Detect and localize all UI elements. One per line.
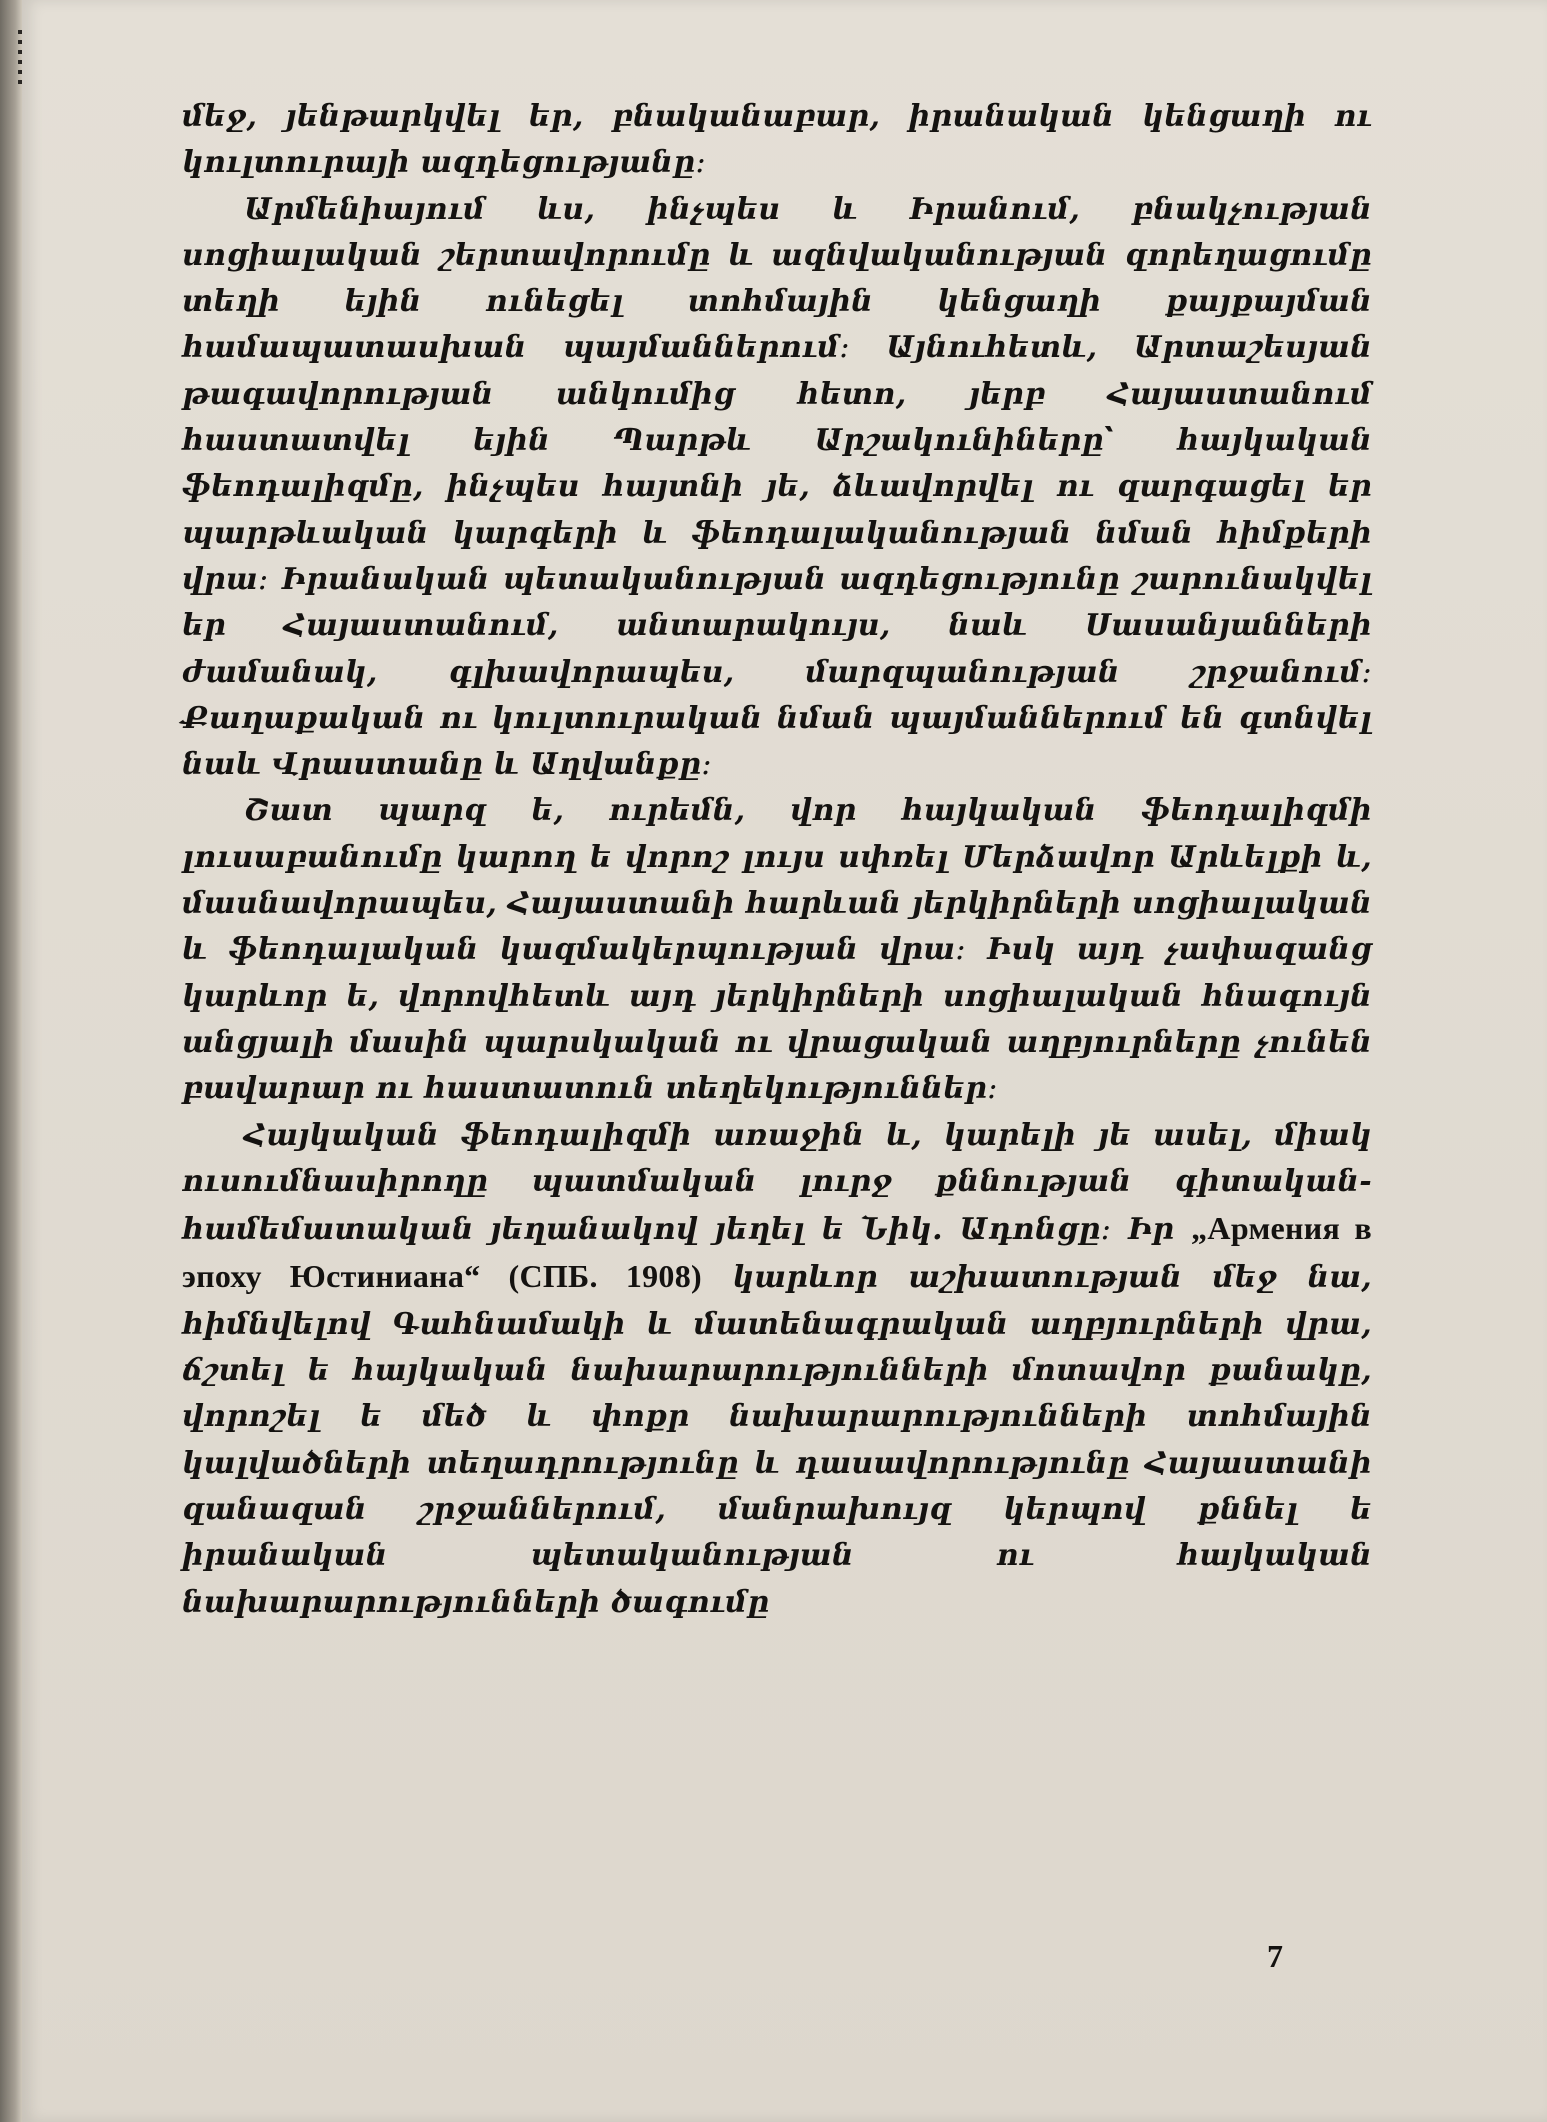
paragraph-3: Շատ պարզ ե, ուրեմն, վոր հայկական ֆեոդալիզմի լուսաբանումը կարող ե վորոշ լույս սփռել Մերձավոր Արևելքի և, մասնավորապես, Հայաստանի հարևան յերկիրների սոցիալական և ֆեոդալական կազմակերպության վրա։ Իսկ այդ չափազանց կարևոր ե, վորովհետև այդ յերկիրների սոցիալական հնագույն անցյալի մասին պարսկական ու վրացական աղբյուրները չունեն բավարար ու հաստատուն տեղեկություններ։: [182, 793, 1372, 1107]
page-number: 7: [1267, 1938, 1283, 1974]
russian-book-citation: „Армения в эпоху Юстиниана“ (СПБ. 1908): [182, 1210, 1372, 1295]
paragraph-4-start: Հայկական ֆեոդալիզմի առաջին և, կարելի յե ասել, միակ ուսումնասիրողը պատմական լուրջ քննության գիտական-համեմատական յեղանակով յեղել ե Նիկ. Ադոնցը։ Իր: [182, 1117, 1372, 1248]
paragraph-2: Արմենիայում ևս, ինչպես և Իրանում, բնակչության սոցիալական շերտավորումը և ազնվականության զորեղացումը տեղի եյին ունեցել տոհմային կենցաղի քայքայման համապատասխան պայմաններում։ Այնուհետև, Արտաշեսյան թագավորության անկումից հետո, յերբ Հայաստանում հաստատվել եյին Պարթև Արշակունիները՝ հայկական ֆեոդալիզմը, ինչպես հայտնի յե, ձևավորվել ու զարգացել եր պարթևական կարգերի և ֆեոդալականության նման հիմքերի վրա։ Իրանական պետականության ազդեցությունը շարունակվել եր Հայաստանում, անտարակույս, նաև Սասանյանների ժամանակ, գլխավորապես, մարզպանության շրջանում։ Քաղաքական ու կուլտուրական նման պայմաններում են գտնվել նաև Վրաստանը և Աղվանքը։: [182, 191, 1372, 783]
paragraph-4: [182, 1113, 1372, 1626]
book-binding: [0, 0, 22, 2122]
paragraph-1: մեջ, յենթարկվել եր, բնականաբար, իրանական կենցաղի ու կուլտուրայի ազդեցությանը։: [182, 99, 1372, 181]
book-page: [22, 0, 1547, 2122]
paragraph-4-end: կարևոր աշխատության մեջ նա, հիմնվելով Գահնամակի և մատենագրական աղբյուրների վրա, ճշտել ե հայկական նախարարությունների մոտավոր քանակը, վորոշել ե մեծ և փոքր նախարարությունների տոհմային կալվածների տեղադրությունը և դասավորությունը Հայաստանի զանազան շրջաններում, մանրախույզ կերպով քննել ե իրանական պետականության ու հայկական նախարարությունների ծագումը: [182, 1260, 1373, 1620]
body-text: [182, 94, 1372, 1626]
